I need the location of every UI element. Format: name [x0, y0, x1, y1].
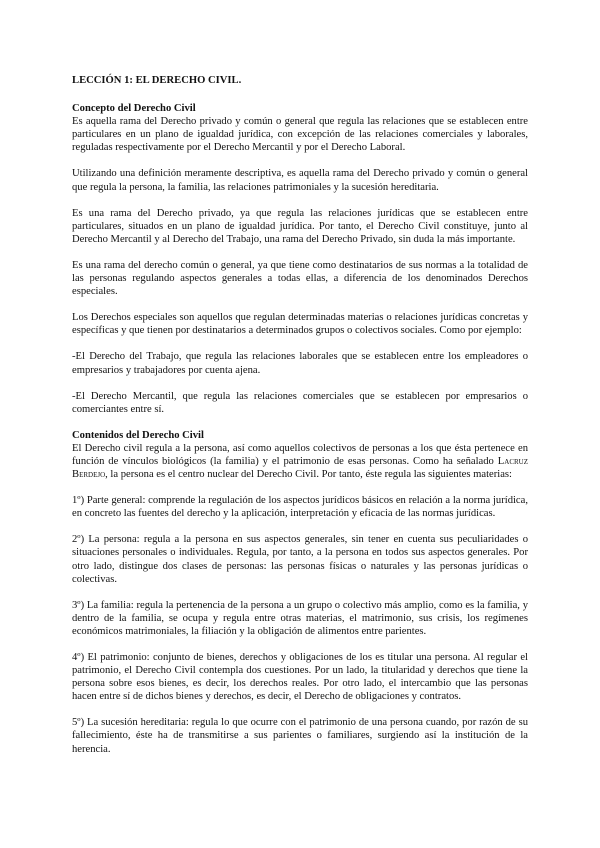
materia-item: 1º) Parte general: comprende la regulación de los aspectos jurídicos básicos en relación a la norma jurídica, en concreto las fuentes del derecho y la aplicación, interpretación y eficacia de las normas jurídicas.: [72, 495, 528, 520]
materia-item: 3º) La familia: regula la pertenencia de la persona a un grupo o colectivo más amplio, como es la familia, y dentro de la familia, se ocupa y regula entre otras materias, el matrimonio, sus crisis, los regímenes económicos matrimoniales, la filiación y la obligación de alimentos entre parientes.: [72, 599, 528, 637]
paragraph: Es una rama del derecho común o general, ya que tiene como destinatarios de sus normas a la totalidad de las personas regulando aspectos generales a todas ellas, a diferencia de los denominados Derechos especiales.: [72, 259, 528, 298]
contenidos-intro: [72, 442, 528, 481]
lesson-title: LECCIÓN 1: EL DERECHO CIVIL.: [72, 75, 242, 86]
materia-item: 2º) La persona: regula a la persona en sus aspectos generales, sin tener en cuenta sus peculiaridades o situaciones personales o individuales. Regula, por tanto, a la persona en todos sus aspectos generales. Por otro lado, distingue dos clases de personas: las personas físicas o naturales y las personas jurídicas o colectivas.: [72, 534, 528, 585]
materia-item: 5º) La sucesión hereditaria: regula lo que ocurre con el patrimonio de una persona cuando, por razón de su fallecimiento, éste ha de transmitirse a sus parientes o familiares, surgiendo así la institución de la herencia.: [72, 717, 528, 755]
intro-text-after: , la persona es el centro nuclear del Derecho Civil. Por tanto, éste regula las siguientes materias:: [105, 469, 512, 481]
heading-concepto: Concepto del Derecho Civil: [72, 103, 196, 115]
paragraph: Utilizando una definición meramente descriptiva, es aquella rama del Derecho privado y común o general que regula la persona, la familia, las relaciones patrimoniales y la sucesión hereditaria.: [72, 168, 528, 193]
example-item: -El Derecho del Trabajo, que regula las relaciones laborales que se establecen entre los empleadores o empresarios y trabajadores por cuenta ajena.: [72, 351, 528, 376]
example-item: -El Derecho Mercantil, que regula las relaciones comerciales que se establecen por empresarios o comerciantes entre sí.: [72, 390, 528, 415]
materia-item: 4º) El patrimonio: conjunto de bienes, derechos y obligaciones de los es titular una persona. Al regular el patrimonio, el Derecho Civil contempla dos cuestiones. Por un lado, la titularidad y derechos que tiene la persona sobre esos bienes, es decir, los derechos reales. Por otro lado, el intercambio que las personas hacen entre sí de dichos bienes y derechos, es decir, el Derecho de obligaciones y contratos.: [72, 652, 528, 703]
paragraph: Los Derechos especiales son aquellos que regulan determinadas materias o relaciones jurídicas concretas y específicas y que tienen por destinatarios a determinados grupos o colectivos sociales. Como por ejemplo:: [72, 312, 528, 337]
author-name: Lacruz Berdejo: [72, 455, 528, 481]
paragraph: Es aquella rama del Derecho privado y común o general que regula las relaciones que se establecen entre particulares en un plano de igualdad jurídica, con excepción de las relaciones comerciales y laborales, reguladas respectivamente por el Derecho Mercantil y por el Derecho Laboral.: [72, 116, 528, 154]
paragraph: Es una rama del Derecho privado, ya que regula las relaciones jurídicas que se establecen entre particulares, situados en un plano de igualdad jurídica. Por tanto, el Derecho Civil constituye, junto al Derecho Mercantil y al Derecho del Trabajo, una rama del Derecho Privado, sin duda la más importante.: [72, 207, 528, 245]
heading-contenidos: Contenidos del Derecho Civil: [72, 429, 204, 441]
section-contenidos: [72, 429, 528, 756]
intro-text-before: El Derecho civil regula a la persona, así como aquellos colectivos de personas a los que ésta pertenece en función de vínculos biológicos (la familia) y el patrimonio de esas personas. Como ha señalado: [72, 442, 528, 467]
section-concepto: [72, 102, 528, 416]
